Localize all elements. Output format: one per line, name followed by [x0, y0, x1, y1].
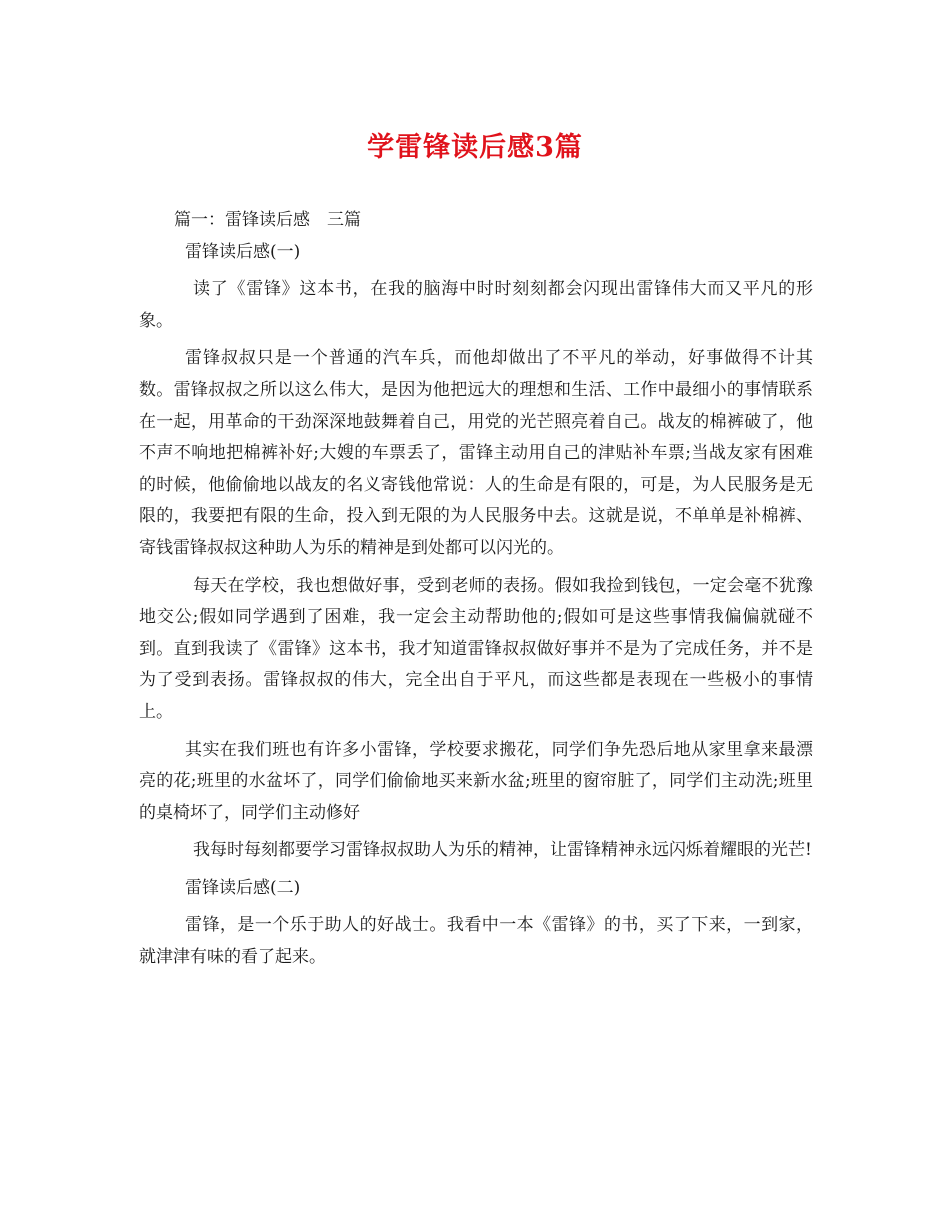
section-heading: 篇一：雷锋读后感 三篇 — [174, 210, 361, 230]
subsection-heading: 雷锋读后感(一) — [185, 241, 301, 262]
paragraph: 其实在我们班也有许多小雷锋，学校要求搬花，同学们争先恐后地从家里拿来最漂亮的花;班里的水盆坏了，同学们偷偷地买来新水盆;班里的窗帘脏了，同学们主动洗;班里的桌椅坏了，同学们主动修好 — [139, 739, 813, 823]
paragraph: 每天在学校，我也想做好事，受到老师的表扬。假如我捡到钱包，一定会毫不犹豫地交公;假如同学遇到了困难，我一定会主动帮助他的;假如可是这些事情我偏偏就碰不到。直到我读了《雷锋》这本书，我才知道雷锋叔叔做好事并不是为了完成任务，并不是为了受到表扬。雷锋叔叔的伟大，完全出自于平凡，而这些都是表现在一些极小的事情上。 — [139, 575, 813, 722]
paragraph: 雷锋，是一个乐于助人的好战士。我看中一本《雷锋》的书，买了下来，一到家，就津津有味的看了起来。 — [139, 915, 813, 968]
document-title: 学雷锋读后感3篇 — [367, 132, 583, 163]
subsection-heading: 雷锋读后感(二) — [185, 877, 301, 898]
paragraph: 读了《雷锋》这本书，在我的脑海中时时刻刻都会闪现出雷锋伟大而又平凡的形象。 — [139, 279, 813, 331]
document-body — [139, 205, 813, 974]
paragraph: 我每时每刻都要学习雷锋叔叔助人为乐的精神，让雷锋精神永远闪烁着耀眼的光芒! — [193, 840, 812, 861]
paragraph: 雷锋叔叔只是一个普通的汽车兵，而他却做出了不平凡的举动，好事做得不计其数。雷锋叔叔之所以这么伟大，是因为他把远大的理想和生活、工作中最细小的事情联系在一起，用革命的干劲深深地鼓舞着自己，用党的光芒照亮着自己。战友的棉裤破了，他不声不响地把棉裤补好;大嫂的车票丢了，雷锋主动用自己的津贴补车票;当战友家有困难的时候，他偷偷地以战友的名义寄钱他常说：人的生命是有限的，可是，为人民服务是无限的，我要把有限的生命，投入到无限的为人民服务中去。这就是说，不单单是补棉裤、寄钱雷锋叔叔这种助人为乐的精神是到处都可以闪光的。 — [139, 348, 813, 558]
